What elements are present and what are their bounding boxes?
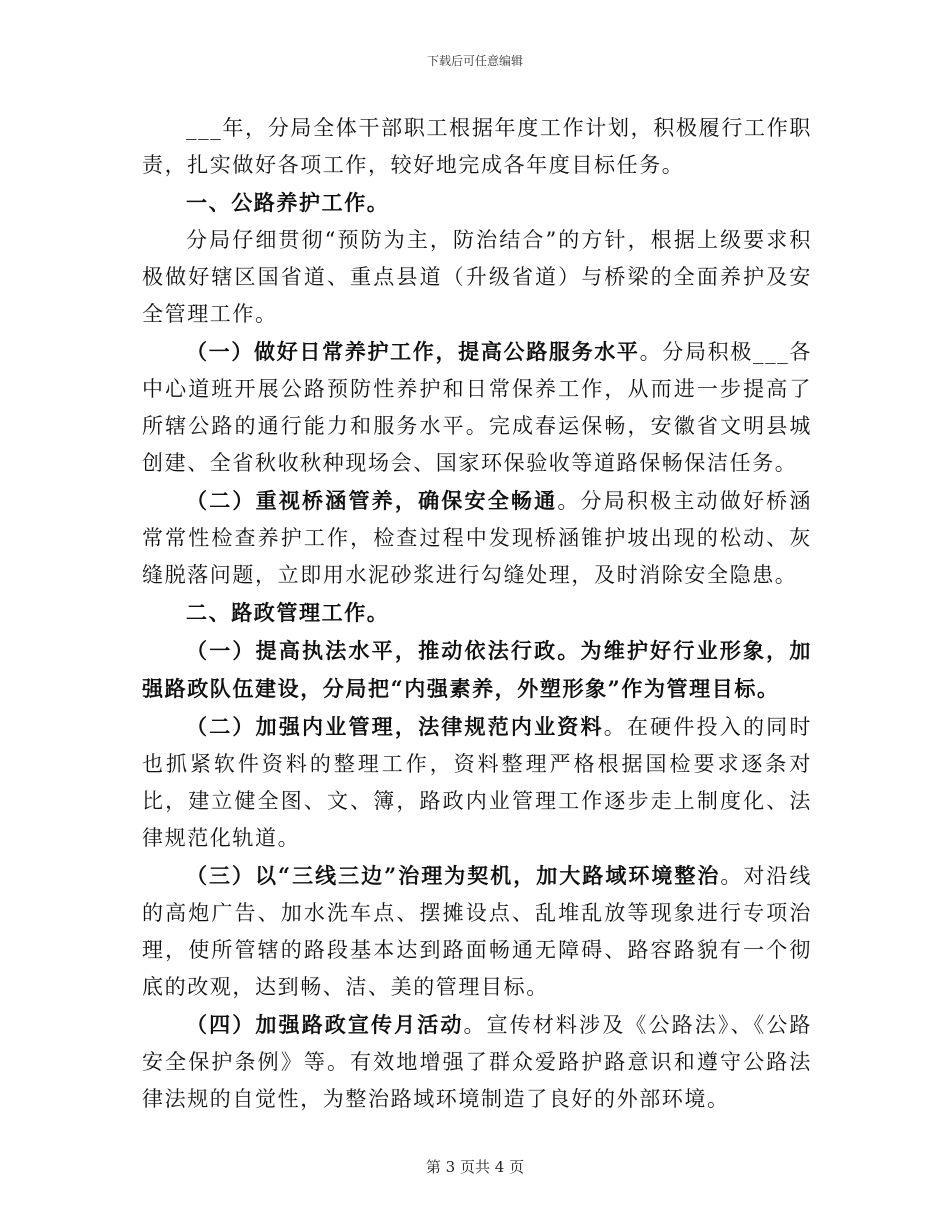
text-run: （一）提高执法水平，推动依法行政。为维护好行业形象，加强路政队伍建设，分局把“内强素养，外塑形象”作为管理目标。 — [142, 638, 812, 701]
text-run: 。在硬件投入的同时也抓紧软件资料的整理工作，资料整理严格根据国检要求逐条对比，建立健全图、文、簿，路政内业管理工作逐步走上制度化、法律规范化轨道。 — [142, 715, 812, 850]
paragraph-internal-management — [142, 708, 812, 857]
text-run: 。分局积极主动做好桥涵常常性检查养护工作，检查过程中发现桥涵锥护坡出现的松动、灰缝脱落问题，立即用水泥砂浆进行勾缝处理，及时消除安全隐患。 — [142, 489, 812, 587]
paragraph-daily-maintenance — [142, 333, 812, 482]
text-run: （二）加强内业管理，法律规范内业资料 — [186, 714, 604, 739]
text-run: 。分局积极___各中心道班开展公路预防性养护和日常保养工作，从而进一步提高了所辖公路的通行能力和服务水平。完成春运保畅，安徽省文明县城创建、全省秋收秋种现场会、国家环保验收等道路保畅保洁任务。 — [142, 340, 812, 475]
text-run: （一）做好日常养护工作，提高公路服务水平 — [186, 339, 640, 364]
text-run: 二、路政管理工作。 — [186, 600, 390, 625]
text-run: 。宣传材料涉及《公路法》、《公路安全保护条例》等。有效地增强了群众爱路护路意识和遵守公路法律法规的自觉性，为整治路域环境制造了良好的外部环境。 — [142, 1013, 812, 1111]
page-header: 下载后可任意编辑 — [426, 54, 523, 68]
paragraph-intro — [142, 110, 812, 184]
paragraph-bridge-culvert — [142, 482, 812, 594]
paragraph-maintenance-policy — [142, 222, 812, 333]
text-run: 一、公路养护工作。 — [186, 190, 390, 215]
section-heading-road-administration — [142, 594, 812, 632]
text-run: 分局仔细贯彻“预防为主，防治结合”的方针，根据上级要求积极做好辖区国省道、重点县道（升级省道）与桥梁的全面养护及安全管理工作。 — [142, 228, 812, 326]
document-body — [142, 110, 812, 1118]
text-run: （三）以“三线三边”治理为契机，加大路域环境整治 — [186, 863, 721, 888]
text-run: 。对沿线的高炮广告、加水洗车点、摆摊设点、乱堆乱放等现象进行专项治理，使所管辖的路段基本达到路面畅通无障碍、路容路貌有一个彻底的改观，达到畅、洁、美的管理目标。 — [142, 864, 813, 999]
page-footer: 第 3 页共 4 页 — [425, 1158, 525, 1176]
text-run: ___年，分局全体干部职工根据年度工作计划，积极履行工作职责，扎实做好各项工作，较好地完成各年度目标任务。 — [142, 116, 812, 177]
paragraph-publicity-month — [142, 1006, 812, 1118]
paragraph-environment-rectification — [142, 857, 812, 1006]
paragraph-law-enforcement — [142, 632, 812, 708]
text-run: （二）重视桥涵管养，确保安全畅通 — [186, 488, 558, 513]
text-run: （四）加强路政宣传月活动 — [186, 1012, 464, 1037]
section-heading-road-maintenance — [142, 184, 812, 222]
